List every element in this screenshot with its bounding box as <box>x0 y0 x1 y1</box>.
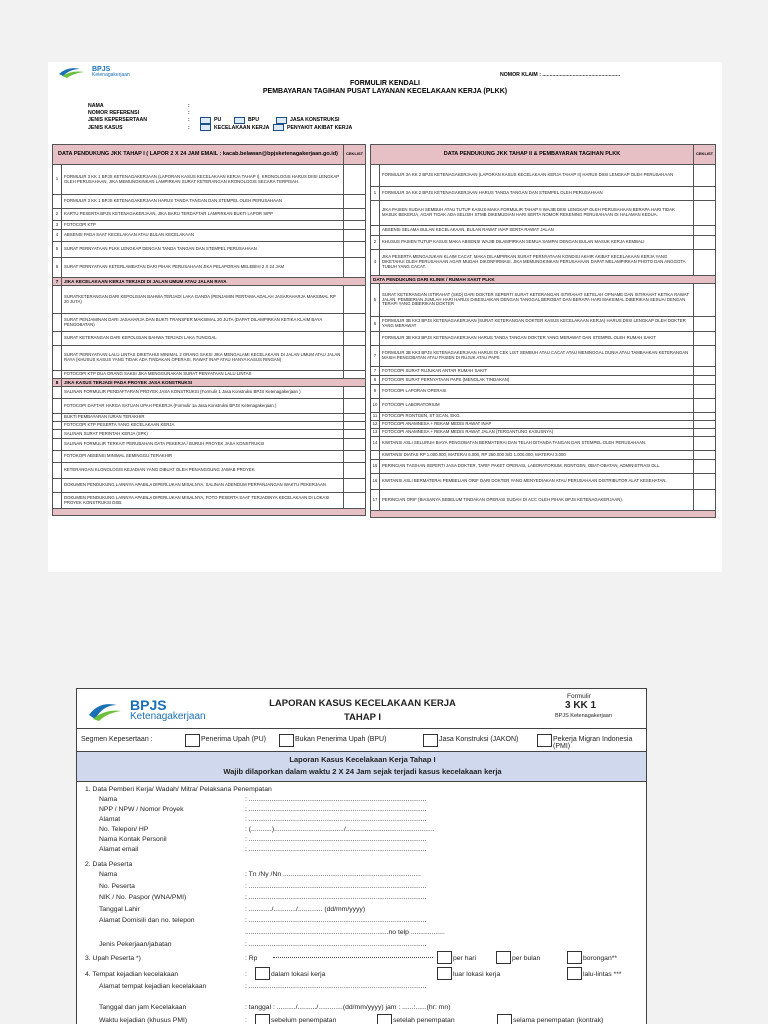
row-number <box>53 314 62 332</box>
table-row <box>371 250 716 276</box>
section-1-title: 1. Data Pemberi Kerja/ Wadah/ Mitra/ Pelaksana Penempatan <box>85 786 272 793</box>
alamat-kejadian-label: Alamat tempat kejadian kecelakaan <box>99 983 207 990</box>
ceklist-cell[interactable] <box>344 451 366 463</box>
tempat-kejadian-label: 4. Tempat kejadian kecelakaan <box>85 971 179 978</box>
table-row <box>53 493 366 509</box>
field-label: Jenis Pekerjaan/jabatan <box>99 940 172 948</box>
section-title: DATA PENDUKUNG DARI KLINIK / RUMAH SAKIT PLKK <box>371 276 716 284</box>
row-number: 14 <box>371 437 380 451</box>
row-text: FOTOCOPI SURAT PERNYATAAN PAPS (MENOLAK TINDAKAN) <box>380 376 694 385</box>
field-value[interactable]: : .............................................................................................. <box>245 940 427 948</box>
row-text: FOTOCOPI RONTGEN, ST SCAN, EKG. <box>380 413 694 421</box>
formulir-org: BPJS Ketenagakerjaan <box>555 713 612 719</box>
field-label: NPP / NPW / Nomor Proyek <box>99 806 184 813</box>
row-text: FOTOCOPI KTP PESERTA YANG KECELAKAAN KERJA <box>62 422 344 430</box>
row-text: JIKA KASUS TERJADI PADA PROYEK JASA KONSTRUKSI <box>62 379 366 387</box>
row-number: 4 <box>53 230 62 242</box>
ceklist-cell[interactable] <box>344 209 366 221</box>
row-number: 11 <box>371 413 380 421</box>
table-row <box>371 399 716 413</box>
ceklist-cell[interactable] <box>694 367 716 376</box>
checkbox-jasa-konstruksi[interactable] <box>276 117 287 124</box>
form-title-2: PEMBAYARAN TAGIHAN PUSAT LAYANAN KECELAKAAN KERJA (PLKK) <box>262 88 508 95</box>
table-row <box>371 165 716 187</box>
table-row <box>371 413 716 421</box>
report-subtitle: TAHAP I <box>343 712 382 723</box>
row-text: PERINCIAN ORIF (BIASANYA SEBELUM TINDAKAN OPERASI SUDAH DI ACC OLEH PIHAK BPJS KETENAGAKERJAAN). <box>380 490 694 511</box>
form-title-1: FORMULIR KENDALI <box>350 80 420 87</box>
left-checklist-table <box>52 144 366 516</box>
selama-penempatan-checkbox[interactable] <box>497 1014 512 1024</box>
row-number: 1 <box>53 165 62 195</box>
ceklist-cell[interactable] <box>344 314 366 332</box>
luar-lokasi-checkbox[interactable] <box>437 967 452 980</box>
row-number: 13 <box>371 429 380 437</box>
table-row <box>53 387 366 399</box>
table-row <box>53 414 366 422</box>
field-value[interactable]: : Tn /Ny /Nn ......................................................................... <box>245 871 421 878</box>
field-label: Alamat <box>99 816 121 823</box>
ceklist-cell[interactable] <box>344 493 366 509</box>
tanggal-jam-value[interactable]: : tanggal : ........../........../.............(dd/mm/yyyy) jam : ......:......(hr: mn) <box>245 1004 451 1011</box>
row-number <box>53 195 62 209</box>
table-row <box>371 367 716 376</box>
ceklist-cell[interactable] <box>694 236 716 250</box>
ceklist-cell[interactable] <box>694 421 716 429</box>
row-text: KETERANGAN KLONOLOGIS KEJADIAN YANG DIBUAT OLEH PENANGGUNG JAWAB PROYEK <box>62 463 344 479</box>
row-text: FORMULIR 3A KK 2 BPJS KETENAGAKERJAAN (LAPORAN KASUS KECELAKAAN KERJA TAHAP II) HARUS DIISI LENGKAP OLEH PERUSAHAAN <box>380 165 694 187</box>
table-row <box>371 437 716 451</box>
formulir-label: Formulir <box>567 693 591 700</box>
table-row <box>53 422 366 430</box>
row-text: FOTOCOPI ANAMNESA + REKAM MEDIS RAWAT JALAN (TERGANTUNG KASUSNYA) <box>380 429 694 437</box>
table-row <box>371 317 716 332</box>
table-row <box>53 430 366 439</box>
bpjs-logo <box>58 66 130 78</box>
formulir-code: 3 KK 1 <box>565 700 597 711</box>
ceklist-cell[interactable] <box>694 332 716 346</box>
field-value[interactable]: : ............/............/............. (dd/mm/yyyy) <box>245 905 366 913</box>
row-text: FOTOCOPI KTP DUA ORANG SAKSI JIKA MENGGUNAKAN SURAT PENYATAAN LALU LINTAS <box>62 371 344 379</box>
row-number <box>53 346 62 371</box>
row-text: FORMULIR 3 KK 1 BPJS KETENAGAKERJAAN (LAPORAN KASUS KECELAKAAN KERJA TAHAP I), KRONOLOGIS HARUS DIISI LENGKAP OLEH PERUSAHAAN, JIKA MEMUNGKINKAN LAMPIRKAN SURAT KETERANGAN KRONOLOGIS SECARA TERPISAH. <box>62 165 344 195</box>
field-label: Nama <box>99 796 118 803</box>
row-text: ABSENSI SELAMA BULAN KECELAKAAN, BULAN RAWAT INAP SERTA RAWAT JALAN <box>380 226 694 236</box>
table-row <box>371 346 716 367</box>
row-number: 15 <box>371 460 380 474</box>
table-row <box>53 314 366 332</box>
row-number: 6 <box>53 258 62 278</box>
upah-value: : Rp <box>245 955 258 962</box>
tanggal-jam-label: Tanggal dan jam Kecelakaan <box>99 1004 187 1011</box>
table-row <box>371 451 716 460</box>
table-row <box>53 346 366 371</box>
right-ceklist-header: CEKLIST <box>694 145 716 165</box>
checkbox-bpu[interactable] <box>234 117 245 124</box>
table-row <box>53 479 366 493</box>
field-label: Alamat email <box>99 846 139 853</box>
ceklist-cell[interactable] <box>694 376 716 385</box>
segmen-kepesertaan: Segmen Kepesertaan : Penerima Upah (PU) Bukan Penerima Upah (BPU) Jasa Konstruksi (JAKON) Pekerja Migran Indonesia (PMI) <box>77 728 647 752</box>
row-text: FOTOCOPI SURAT RUJUKAN ANTAR RUMAH SAKIT <box>380 367 694 376</box>
ceklist-cell[interactable] <box>344 230 366 242</box>
ceklist-cell[interactable] <box>344 332 366 346</box>
row-text: FORMULIR 3B KK3 BPJS KETENAGAKERJAAN (SURAT KETERANGAN DOKTER KASUS KECELAKAAN KERJA) HARUS DIISI LENGKAP OLEH DOKTER YANG MERAWAT <box>380 317 694 332</box>
ceklist-cell[interactable] <box>694 429 716 437</box>
row-number <box>371 226 380 236</box>
ceklist-cell[interactable] <box>344 387 366 399</box>
row-number <box>53 371 62 379</box>
ceklist-cell[interactable] <box>694 250 716 276</box>
row-number <box>371 332 380 346</box>
field-label: NIK / No. Paspor (WNA/PMI) <box>99 894 187 902</box>
row-text: SURAT KETERANGAN ISTIRAHAT (SKD) DARI DOKTER SEPERTI SURAT KETERANGAN ISTIRAHAT SETELAH OPNAME DAN ISTIRAHAT KETIKA RAWAT JALAN. PEMBERIAN JUMLAH HARI HARUS DISESUAIKAN DENGAN TANGGAL BEROBAT DAN BERAPA HARI MAKSIMAL DIBERIKAN SESUAI DENGAN TERAPI YANG DIBERIKAN DOKTER <box>380 284 694 317</box>
table-row <box>371 226 716 236</box>
upah-input-line[interactable] <box>273 957 433 958</box>
row-number: 6 <box>371 317 380 332</box>
ceklist-cell[interactable] <box>344 371 366 379</box>
row-text: FORMULIR 3 KK 1 BPJS KETENAGAKERJAAN HARUS TANDA TANGAN DAN STEMPEL OLEH PERUSAHAAN <box>62 195 344 209</box>
ceklist-cell[interactable] <box>344 242 366 258</box>
right-table-header: DATA PENDUKUNG JKK TAHAP II & PEMBAYARAN TAGIHAN PLKK <box>371 145 694 165</box>
table-row <box>371 187 716 201</box>
table-row <box>53 209 366 221</box>
logo-line1: BPJS <box>92 66 111 73</box>
row-number <box>53 286 62 314</box>
ceklist-cell[interactable] <box>344 439 366 451</box>
row-number: 2 <box>371 236 380 250</box>
row-number <box>53 479 62 493</box>
field-label: Nama <box>99 871 118 878</box>
form-code-box <box>555 693 612 719</box>
row-text: KARTU PESERTA BPJS KETENAGAKERJAAN, JIKA BARU TERDAFTAR LAMPIRKAN BUKTI LAPOR SIPP <box>62 209 344 221</box>
field-value[interactable]: : .............................................................................................. <box>245 806 427 813</box>
row-text: SURATKETERANGAN DARI KEPOLISIAN BAHWA TERJADI LAKA GANDA (PENJAMIN PERTAMA ADALAH JASARAHARJA MAKSIMAL RP 20 JUTA) <box>62 286 344 314</box>
ceklist-cell[interactable] <box>694 474 716 490</box>
upah-per-hari-checkbox[interactable] <box>437 951 452 964</box>
waktu-kejadian-label: Waktu kejadian (khusus PMI) <box>99 1017 188 1024</box>
upah-borongan-checkbox[interactable] <box>567 951 582 964</box>
ceklist-cell[interactable] <box>694 385 716 399</box>
ceklist-cell[interactable] <box>694 201 716 226</box>
row-text: FORMULIR 3B KK3 BPJS KETENAGAKERJAAN HARUS DI CEK LIST SEMBUH ATAU CACAT ATAU MENINGGAL DUNIA ATAU TAMBAHKAN KETERANGAN MASIH PENGOBATAN ATAU PASIEN DI RUJUK ATAU PAPS <box>380 346 694 367</box>
table-row <box>53 242 366 258</box>
row-text: FOTOCOPI LAPORAN OPERASI <box>380 385 694 399</box>
dalam-lokasi-checkbox[interactable] <box>255 967 270 980</box>
field-value[interactable]: : .............................................................................................. <box>245 836 427 843</box>
logo-line2: Ketenagakerjaan <box>92 72 130 78</box>
table-row <box>371 490 716 511</box>
row-text: KWITANSI ASLI SELURUH BIAYA PENGOBATAN BERMATERAI DAN TELAH DITANDA TANGAN DAN STEMPEL OLEH PERUSAHAAN. <box>380 437 694 451</box>
row-text: SALINAN SURAT PERINTAH KERJA (SPK) <box>62 430 344 439</box>
ceklist-cell[interactable] <box>344 463 366 479</box>
row-number: 2 <box>53 209 62 221</box>
table-row <box>53 230 366 242</box>
field-value[interactable]: : (...........)...................................../............................................... <box>245 826 435 833</box>
row-text: FOTOCOPI LABORATORIUM <box>380 399 694 413</box>
ceklist-cell[interactable] <box>694 317 716 332</box>
row-text: FOTOCOPI KTP <box>62 221 344 230</box>
bpjs-logo-icon <box>58 66 90 78</box>
row-text: KHUSUS PASIEN TUTUP KASUS MAKA ABSENSI WAJIB DILAMPIRKAN SEMUA SAMPAI DENGAN BULAN MASUK KERJA KEMBALI <box>380 236 694 250</box>
row-number: 12 <box>371 421 380 429</box>
row-text: SALINAN FORMULIR TERKAIT PERUBAHAN DATA PEKERJA / BURUH PROYEK JASA KONSTRUKSI <box>62 439 344 451</box>
row-number: 3 <box>53 221 62 230</box>
field-value[interactable]: : .............................................................................................. <box>245 894 427 902</box>
field-label: NOMOR REFERENSI <box>88 110 140 117</box>
row-number: 5 <box>371 284 380 317</box>
ceklist-cell[interactable] <box>694 346 716 367</box>
checkbox-kecelakaan-kerja[interactable] <box>200 124 211 131</box>
ceklist-cell[interactable] <box>694 413 716 421</box>
row-text: SURAT PERNYATAAN PLKK LENGKAP DENGAN TANDA TANGAN DAN STEMPEL PERUSAHAAN <box>62 242 344 258</box>
table-section-row <box>371 276 716 284</box>
table-row <box>53 463 366 479</box>
row-number <box>53 422 62 430</box>
ceklist-cell[interactable] <box>694 399 716 413</box>
row-text: SURAT PENJAMINAN DARI JASAHARJA DAN BUKTI TRANSFER MAKSIMAL 20 JUTA (DAPAT DILAMPIRKAN KETIKA KLAIM BAYA PENGOBATAN) <box>62 314 344 332</box>
left-table-header: DATA PENDUKUNG JKK TAHAP I ( LAPOR 2 X 24 JAM EMAIL : kacab.belawan@bpjsketenagakerjaan.go.id) <box>53 145 344 165</box>
ceklist-cell[interactable] <box>344 422 366 430</box>
form-fields: NAMA : NOMOR REFERENSI : JENIS KEPERSERTAAN : PU BPU JASA KONSTRUKSI JENIS KASUS : KECELAKAAN KERJA PENYAKIT AKIBAT KERJA <box>88 102 353 131</box>
table-row <box>53 451 366 463</box>
checkbox-pu[interactable] <box>200 117 211 124</box>
logo-line2: Ketenagakerjaan <box>130 711 206 722</box>
section-2-title: 2. Data Peserta <box>85 861 133 868</box>
row-text: DOKUMEN PENDUKUNG LAINNYA APABILA DIPERLUKAN MISALNYA, SALINAN ADENDUM PERPANJANGAN WAKTU PEKERJAAN <box>62 479 344 493</box>
ceklist-cell[interactable] <box>344 221 366 230</box>
row-number <box>371 201 380 226</box>
ceklist-cell[interactable] <box>694 437 716 451</box>
table-row <box>371 284 716 317</box>
field-value[interactable]: : .............................................................................................. <box>245 816 427 823</box>
ceklist-cell[interactable] <box>344 286 366 314</box>
row-number <box>53 493 62 509</box>
row-number <box>53 387 62 399</box>
segmen-label: Segmen Kepesertaan : <box>81 736 153 743</box>
upah-label: 3. Upah Peserta *) <box>85 955 141 962</box>
ceklist-cell[interactable] <box>344 430 366 439</box>
control-form-page <box>48 62 722 572</box>
lalu-lintas-checkbox[interactable] <box>567 967 582 980</box>
segmen-bpu-checkbox[interactable] <box>279 734 294 747</box>
ceklist-cell[interactable] <box>694 226 716 236</box>
row-number <box>53 399 62 414</box>
row-text: FOTOCOPI ANAMNESA + REKAM MEDIS RAWAT INAP <box>380 421 694 429</box>
field-value[interactable]: : .............................................................................................. <box>245 796 427 803</box>
row-text: FORMULIR 3B KK3 BPJS KETENAGAKERJAAN HARUS TANDA TANGAN DOKTER YANG MERAWAT DAN STEMPEL OLEH RUMAH SAKIT <box>380 332 694 346</box>
row-text: DOKUMEN PENDUKUNG LAINNYA APABILA DIPERLUKAN MISALNYA, FOTO PESERTA SAAT TERJADINYA KECELAKAAN DI LOKASI PROYEK KONSTRUKSI DSB. <box>62 493 344 509</box>
table-row <box>53 332 366 346</box>
table-row <box>371 385 716 399</box>
field-label: NAMA <box>88 102 104 109</box>
segmen-jakon-checkbox[interactable] <box>423 734 438 747</box>
row-number: 10 <box>371 399 380 413</box>
table-row <box>371 332 716 346</box>
table-row <box>371 421 716 429</box>
table-row <box>53 286 366 314</box>
row-number: 7 <box>371 346 380 367</box>
band-line-1: Laporan Kasus Kecelakaan Kerja Tahap I <box>289 755 436 764</box>
row-number: 8 <box>53 379 62 387</box>
table-row <box>53 379 366 387</box>
ceklist-cell[interactable] <box>344 258 366 278</box>
row-number <box>371 165 380 187</box>
ceklist-cell[interactable] <box>344 195 366 209</box>
table-row <box>53 195 366 209</box>
ceklist-cell[interactable] <box>344 414 366 422</box>
row-text: JIKA PESERTA MENGAJUKAN KLAIM CACAT, MAKA DILAMPIRKAN SURAT PERNYATAAN KONDISI AKHIR AKIBAT KECELAKAAN KERJA YANG DIKETAHUI OLEH PERUSAHAAN AGAR MUDAH DIKONFIRMASI. JIKA MEMUNGKINKAN PERUSAHAAN DAPAT MELAMPIRKAN PHOTO DAN ANGGOTA TUBUH YANG CACAT. <box>380 250 694 276</box>
logo-line1: BPJS <box>130 697 167 713</box>
field-value[interactable]: : .............................................................................................. <box>245 917 427 925</box>
row-text: FOTOCOPI DAFTAR HARGA SATUAN UPAH PEKERJA (Formulir 1a Jasa Konstruksi BPJS Ketenagakerjaan ) <box>62 399 344 414</box>
row-number <box>53 463 62 479</box>
row-number <box>371 451 380 460</box>
row-number: 9 <box>371 385 380 399</box>
setelah-penempatan-checkbox[interactable] <box>377 1014 392 1024</box>
table-row <box>53 258 366 278</box>
row-number: 7 <box>53 278 62 286</box>
checkbox-penyakit-akibat-kerja[interactable] <box>273 124 284 131</box>
row-text: BUKTI PEMBAYARAN IURAN TERAKHIR <box>62 414 344 422</box>
segmen-pmi-checkbox[interactable] <box>537 734 552 747</box>
field-label: JENIS KASUS <box>88 124 123 131</box>
field-value[interactable]: : .............................................................................................. <box>245 846 427 853</box>
table-row <box>371 376 716 385</box>
row-number: 4 <box>371 250 380 276</box>
ceklist-cell[interactable] <box>694 165 716 187</box>
sebelum-penempatan-checkbox[interactable] <box>255 1014 270 1024</box>
ceklist-cell[interactable] <box>344 346 366 371</box>
table-row <box>371 236 716 250</box>
row-number: 17 <box>371 490 380 511</box>
field-label: Nama Kontak Personil <box>99 836 167 843</box>
row-number <box>53 332 62 346</box>
table-footer <box>371 511 716 518</box>
table-row <box>371 474 716 490</box>
row-text: ABSENSI PADA SAAT KECELAKAAN ATAU BULAN KECELAKAAN <box>62 230 344 242</box>
report-title: LAPORAN KASUS KECELAKAAN KERJA <box>269 698 456 709</box>
row-number: 5 <box>53 242 62 258</box>
row-text: KWITANSI DIATAS RP 1.000.000, MATERAI 6.000, RP 250.000 S/D 1.000.000, MATERAI 3.000 <box>380 451 694 460</box>
table-row <box>53 221 366 230</box>
row-text: PERINCIAN TAGIHAN SEPERTI JASA DOKTER, TARIF PAKET OPERASI, LABORATORIUM, RONTGEN, OBAT-OBATAN, ADMINISTRASI DLL. <box>380 460 694 474</box>
row-text: SURAT PERNYATAAN LALU LINTAS DIKETAHUI MINIMAL 2 ORANG SAKSI JIKA MENGALAMI KECELAKAAN DI JALAN UMUM ATAU JALAN RAYA (KHUSUS KASUS YANG TIDAK ADA TINDAKAN OPERASI, RAWAT INAP ATAU HANYA KASUS RINGAN) <box>62 346 344 371</box>
upah-per-bulan-checkbox[interactable] <box>496 951 511 964</box>
field-value[interactable]: : .............................................................................................. <box>245 882 427 890</box>
ceklist-cell[interactable] <box>344 479 366 493</box>
ceklist-cell[interactable] <box>694 451 716 460</box>
field-label: No. Peserta <box>99 882 135 890</box>
ceklist-cell[interactable] <box>694 490 716 511</box>
table-row <box>371 460 716 474</box>
row-number: 16 <box>371 474 380 490</box>
accident-report-page <box>76 688 647 1024</box>
row-text: SURAT PERNYATAAN KETERLAMBATAN DARI PIHAK PERUSAHAAN JIKA PELAPORAN MELEBIHI 2 X 24 JAM <box>62 258 344 278</box>
report-fields: 1. Data Pemberi Kerja/ Wadah/ Mitra/ Pelaksana Penempatan Nama : .............................................................................................. NPP / NPW / Nomor Proyek : .............................................................................................. Alamat : .............................................................................................. No. Telepon/ HP : (...........)...................................../............................................... Nama Kontak Personil : .............................................................................................. Alamat email : .............................................................................................. 2. Data Peserta Nama : Tn /Ny /Nn ......................................................................... No. Peserta : .............................................................................................. NIK / No. Paspor (WNA/PMI) : .............................................................................................. Tanggal Lahir : ............/............/............. (dd/mm/yyyy) Alamat Domisili dan no. telepon : .............................................................................................. ............................................................................no telp .................. Jenis Pekerjaan/jabatan : .............................................................................................. 3. Upah Peserta *) : Rp per hari per bulan borongan** 4. Tempat kejadian kecelakaan : dalam lokasi kerja luar lokasi kerja lalu-lintas *** Alamat tempat kejadian kecelakaan : .............................................................................................. Tanggal dan jam Kecelakaan : tanggal : ........../........../.............(dd/mm/yyyy) jam : ......:......(hr: mn) Waktu kejadian (khusus PMI) : sebelum penempatan setelah penempatan selama penempatan (kontrak) <box>77 782 647 1024</box>
row-number: 8 <box>371 376 380 385</box>
field-label: No. Telepon/ HP <box>99 826 149 833</box>
right-checklist-table <box>370 144 716 518</box>
field-value[interactable]: ............................................................................no telp .................. <box>245 929 445 936</box>
field-label: JENIS KEPERSERTAAN <box>88 117 147 124</box>
field-label: Alamat Domisili dan no. telepon <box>99 917 195 925</box>
row-text: FORMULIR 3A KK 2 BPJS KETENAGAKERJAAN HARUS TANDA TANGAN DAN STEMPEL OLEH PERUSAHAAN <box>380 187 694 201</box>
table-row <box>371 201 716 226</box>
ceklist-cell[interactable] <box>694 460 716 474</box>
row-text: JIKA PASIEN SUDAH SEMBUH ATAU TUTUP KASUS MAKA FORMULIR TAHAP II WAJIB DIISI LENGKAP OLEH PERUSAHAAN BERAPA HARI TIDAK MASUK BEKERJA, AGAR TIDAK ADA SELISIH STMB DIKEMUDIAN HARI SERTA NOMOR REKENING PERUSAHAAN DI HALAMAN KEDUA. <box>380 201 694 226</box>
row-text: KWITANSI ASLI BERMATERAI PEMBELIAN ORIF DARI DOKTER YANG MENYEDIAKAN ATAU PERUSAHAAN DISTRIBUTOR ALAT KESEHATAN. <box>380 474 694 490</box>
nomor-klaim: NOMOR KLAIM : ...................................................... <box>500 72 621 78</box>
field-label: Tanggal Lahir <box>99 905 140 913</box>
table-footer <box>53 509 366 516</box>
band-line-2: Wajib dilaporkan dalam waktu 2 X 24 Jam sejak terjadi kasus kecelakaan kerja <box>223 767 502 776</box>
row-number <box>53 430 62 439</box>
ceklist-cell[interactable] <box>694 187 716 201</box>
row-number <box>53 414 62 422</box>
ceklist-cell[interactable] <box>694 284 716 317</box>
row-text: SALINAN FORMULIR PENDAFTARAN PROYEK JASA KONSTRUKSI (Formulir 1 Jasa Konstruksi BPJS Ketenagakerjaan ) <box>62 387 344 399</box>
alamat-kejadian-value[interactable]: : .............................................................................................. <box>245 983 427 990</box>
row-number: 7 <box>371 367 380 376</box>
segmen-pu-checkbox[interactable] <box>185 734 200 747</box>
table-row <box>53 399 366 414</box>
table-row <box>53 278 366 286</box>
left-ceklist-header: CEKLIST <box>344 145 366 165</box>
ceklist-cell[interactable] <box>344 399 366 414</box>
report-band <box>77 752 647 782</box>
table-row <box>53 165 366 195</box>
table-row <box>53 439 366 451</box>
row-number <box>53 451 62 463</box>
row-text: SURAT KETERANGAN DARI KEPOLISIAN BAHWA TERJADI LAKA TUNGGAL <box>62 332 344 346</box>
ceklist-cell[interactable] <box>344 165 366 195</box>
row-number <box>53 439 62 451</box>
row-text: JIKA KECELAKAAN KERJA TERJADI DI JALAN UMUM ATAU JALAN RAYA <box>62 278 366 286</box>
row-text: FOTOKOPI ABSENSI MINIMAL SEMINGGU TERAKHIR <box>62 451 344 463</box>
row-number: 1 <box>371 187 380 201</box>
table-row <box>53 371 366 379</box>
table-row <box>371 429 716 437</box>
